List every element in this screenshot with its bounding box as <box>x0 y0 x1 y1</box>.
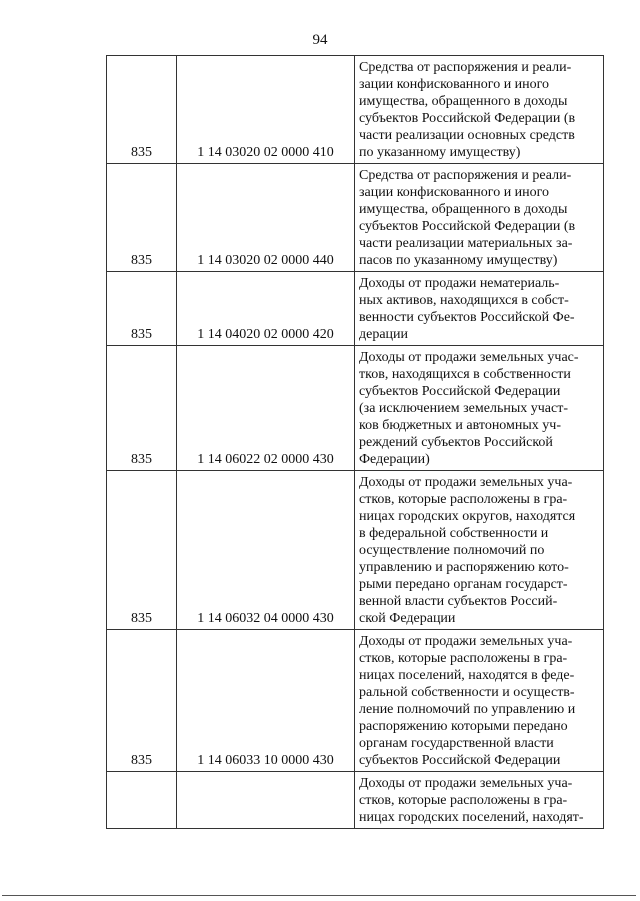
page-number: 94 <box>312 32 328 48</box>
description-cell: Доходы от продажи нематериаль- ных активов, находящихся в собст- венности субъектов Российской Фе- дерации <box>355 272 604 346</box>
budget-code-cell: 1 14 06033 10 0000 430 <box>177 630 355 772</box>
description-cell: Доходы от продажи земельных учас- тков, находящихся в собственности субъектов Российской Федерации (за исключением земельных участ- ков бюджетных и автономных уч- реждений субъектов Российской Федерации) <box>355 346 604 471</box>
page-bottom-rule <box>2 895 636 896</box>
admin-code-cell: 835 <box>107 346 177 471</box>
admin-code-cell: 835 <box>107 164 177 272</box>
admin-code-cell: 835 <box>107 630 177 772</box>
description-cell: Средства от распоряжения и реали- зации конфискованного и иного имущества, обращенного в доходы субъектов Российской Федерации (в части реализации материальных за- пасов по указанному имуществу) <box>355 164 604 272</box>
description-cell: Доходы от продажи земельных уча- стков, которые расположены в гра- ницах городских поселений, находят- <box>355 772 604 829</box>
admin-code-cell: 835 <box>107 471 177 630</box>
table-row <box>107 630 604 772</box>
description-cell: Доходы от продажи земельных уча- стков, которые расположены в гра- ницах поселений, находятся в феде- ральной собственности и осуществ- ление полномочий по управлению и распоряжению которыми передано органам государственной власти субъектов Российской Федерации <box>355 630 604 772</box>
table-row <box>107 56 604 164</box>
table-row <box>107 346 604 471</box>
admin-code-cell: 835 <box>107 272 177 346</box>
table-row <box>107 272 604 346</box>
budget-code-cell: 1 14 06022 02 0000 430 <box>177 346 355 471</box>
budget-code-cell: 1 14 04020 02 0000 420 <box>177 272 355 346</box>
budget-code-cell <box>177 772 355 829</box>
budget-code-cell: 1 14 03020 02 0000 440 <box>177 164 355 272</box>
budget-code-cell: 1 14 06032 04 0000 430 <box>177 471 355 630</box>
description-cell: Доходы от продажи земельных уча- стков, которые расположены в гра- ницах городских округов, находятся в федеральной собственности и осуществление полномочий по управлению и распоряжению кото- рыми передано органам государст- венной власти субъектов Россий- ской Федерации <box>355 471 604 630</box>
budget-code-cell: 1 14 03020 02 0000 410 <box>177 56 355 164</box>
admin-code-cell: 835 <box>107 56 177 164</box>
admin-code-cell <box>107 772 177 829</box>
table-row <box>107 772 604 829</box>
table-row <box>107 164 604 272</box>
table-row <box>107 471 604 630</box>
revenue-codes-table <box>106 55 604 829</box>
description-cell: Средства от распоряжения и реали- зации конфискованного и иного имущества, обращенного в доходы субъектов Российской Федерации (в части реализации основных средств по указанному имуществу) <box>355 56 604 164</box>
